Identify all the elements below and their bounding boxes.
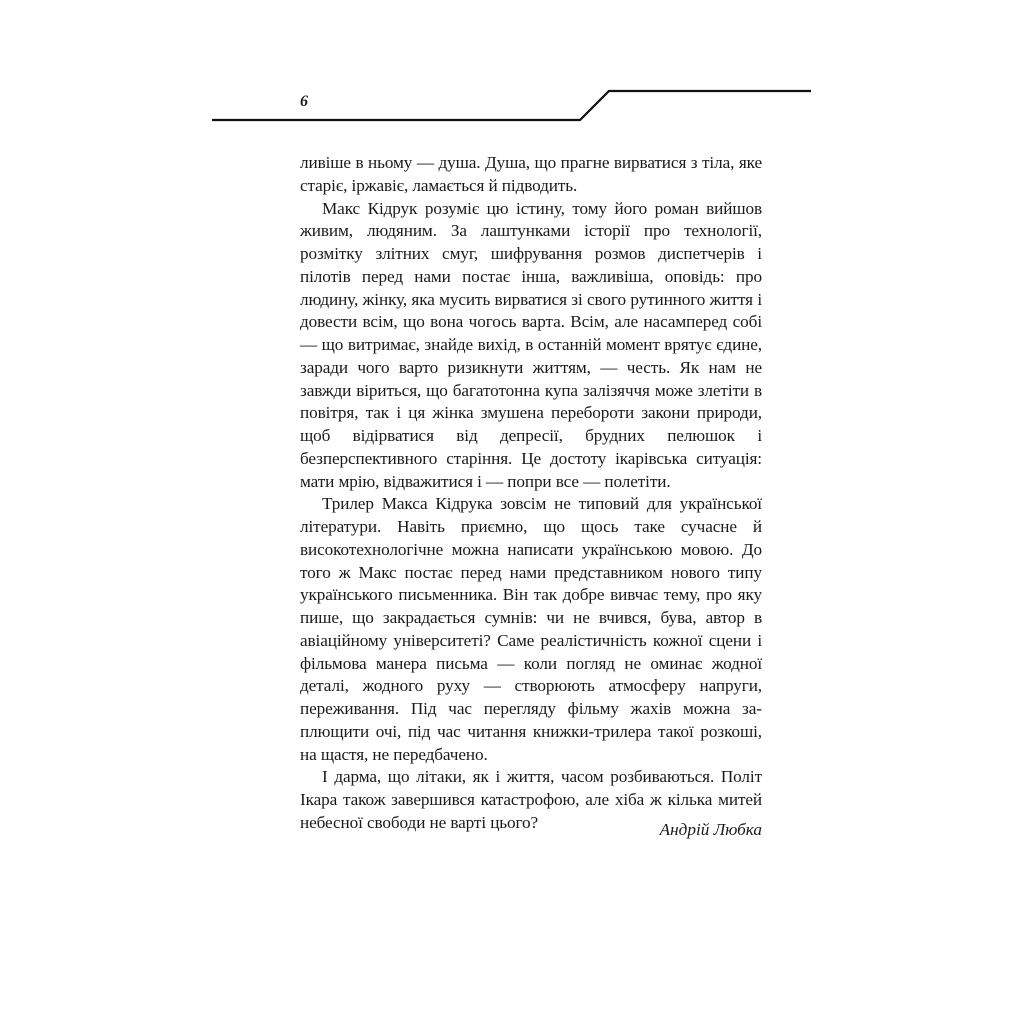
paragraph-4: І дарма, що літаки, як і життя, часом розбиваються. Політ Ікара також завершився катастрофою, але хіба ж кілька митей небесної свободи не варті цього? [300, 767, 762, 832]
paragraph-2: Макс Кідрук розуміє цю істину, тому його роман вийшов живим, людяним. За лаштунками історії про технології, розмітку злітних смуг, шифрування розмов диспетчерів і пілотів перед нами постає інша, важливіша, оповідь: про людину, жінку, яка мусить вирватися зі свого рутинного життя і довести всім, що вона чогось варта. Всім, але насамперед собі — що витримає, знайде вихід, в останній момент врятує єдине, заради чого варто ризикнути життям, — честь. Як нам не завжди віриться, що багатотонна купа залізяччя може злетіти в повітря, так і ця жінка змушена перебороти закони природи, щоб відірватися від депресії, брудних пелюшок і безперспективного старіння. Це достоту ікарівська ситуація: мати мрію, відважитися і — попри все — полетіти. [300, 198, 762, 491]
body-text [300, 152, 762, 835]
page-number: 6 [300, 93, 308, 110]
author-signature: Андрій Любка [659, 820, 762, 839]
paragraph-3: Трилер Макса Кідрука зовсім не типовий для української літератури. Навіть приємно, що щось таке сучасне й високотехнологічне можна написати українською мовою. До того ж Макс постає перед нами представником нового типу українського письменника. Він так добре вивчає тему, про яку пише, що закрадається сумнів: чи не вчився, бува, автор в авіаційному університеті? Саме реалістичність кожної сцени і фільмова манера письма — коли погляд не оминає жодної деталі, жодного руху — створюють атмосферу напруги, переживання. Під час перегляду фільму жахів можна заплющити очі, під час читання книжки-трилера такої розкоші, на щастя, не передбачено. [300, 494, 762, 764]
paragraph-1: ливіше в ньому — душа. Душа, що прагне вирватися з тіла, яке старіє, іржавіє, ламається й підводить. [300, 153, 762, 195]
